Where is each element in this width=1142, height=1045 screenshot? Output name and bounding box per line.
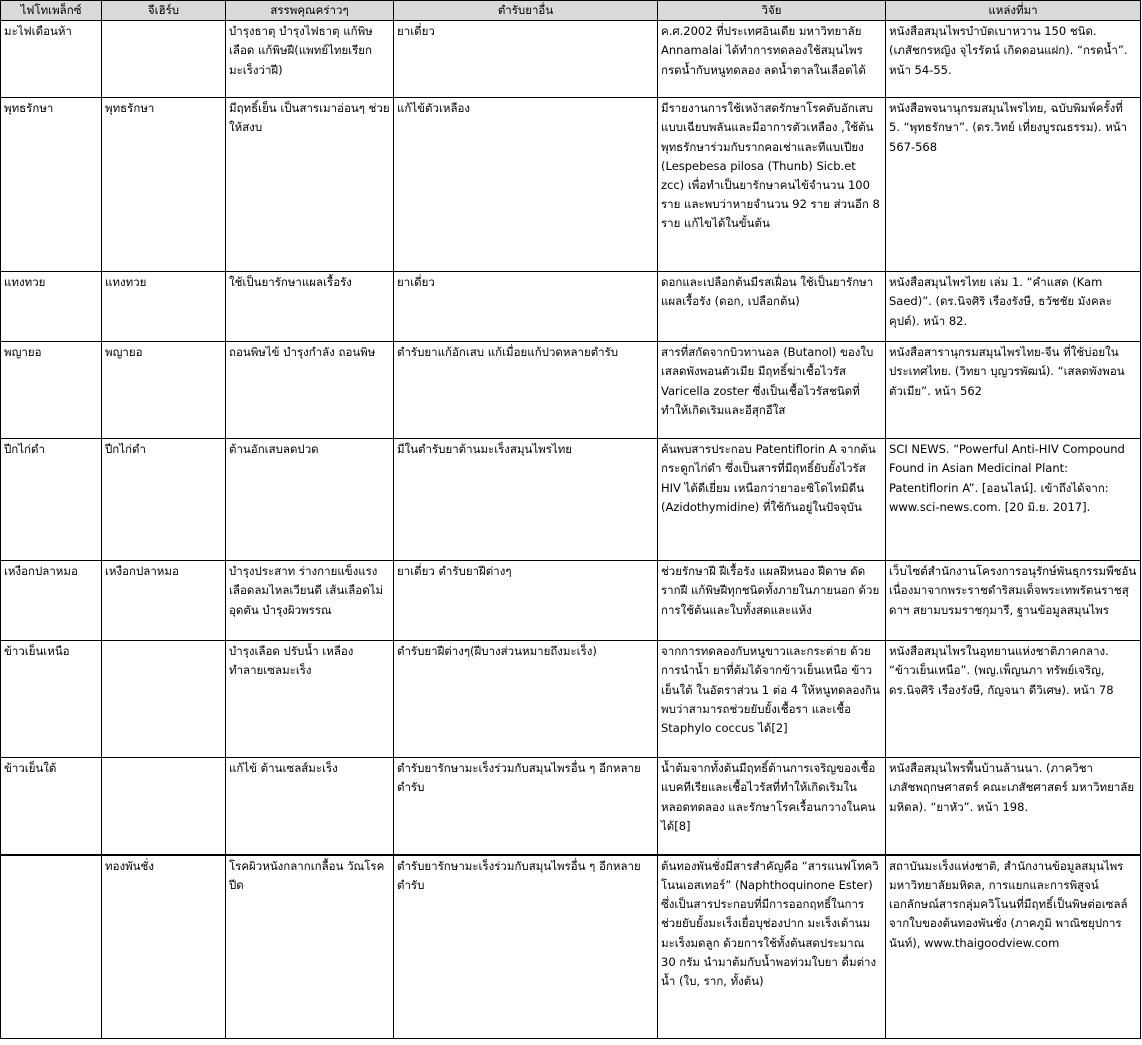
cell-research: สารที่สกัดจากบิวทานอล (Butanol) ของใบเสลดพังพอนตัวเมีย มีฤทธิ์ฆ่าเชื้อไวรัส Varicella zoster ซึ่งเป็นเชื้อไวรัสชนิดที่ทำให้เกิดเริมและอีสุกอีใส [658,342,886,439]
header-phytoplex: ไฟโทเพล็กซ์ [1,1,102,21]
cell-phytoplex: เหงือกปลาหมอ [1,561,102,641]
cell-gherb: ปีกไก่ดำ [102,439,226,561]
header-research: วิจัย [658,1,886,21]
cell-source: หนังสือสมุนไพรพื้นบ้านล้านนา. (ภาควิชาเภสัชพฤกษศาสตร์ คณะเภสัชศาสตร์ มหาวิทยาลัยมหิดล). “ยาหัว”. หน้า 198. [886,758,1141,855]
cell-gherb: ทองพันชั่ง [102,855,226,1039]
cell-source: หนังสือพจนานุกรมสมุนไพรไทย, ฉบับพิมพ์ครั้งที่ 5. “พุทธรักษา”. (ดร.วิทย์ เที่ยงบูรณธรรม). หน้า 567-568 [886,98,1141,272]
cell-other-recipes: ตำรับยารักษามะเร็งร่วมกับสมุนไพรอื่น ๆ อีกหลายตำรับ [394,855,658,1039]
cell-other-recipes: ตำรับยาแก้อักเสบ แก้เมื่อยแก้ปวดหลายตำรับ [394,342,658,439]
cell-other-recipes: แก้ไข้ตัวเหลือง [394,98,658,272]
cell-properties: โรคผิวหนังกลากเกลื้อน วัณโรคปีด [226,855,394,1039]
cell-research: น้ำต้มจากทั้งต้นมีฤทธิ์ต้านการเจริญของเชื้อแบคทีเรียและเชื้อไวรัสที่ทำให้เกิดเริมในหลอดทดลอง และรักษาโรคเรื้อนกวางในคนได้[8] [658,758,886,855]
cell-gherb: แทงทวย [102,272,226,342]
cell-phytoplex: พุทธรักษา [1,98,102,272]
cell-phytoplex: ปีกไก่ดำ [1,439,102,561]
table-row [1,758,1141,855]
table-row [1,21,1141,98]
header-gherb: จีเฮิร์บ [102,1,226,21]
cell-properties: ถอนพิษไข้ บำรุงกำลัง ถอนพิษ [226,342,394,439]
table-row [1,342,1141,439]
cell-research: ค.ศ.2002 ที่ประเทศอินเดีย มหาวิทยาลัย Annamalai ได้ทำการทดลองใช้สมุนไพรกรดน้ำกับหนูทดลอง ลดน้ำตาลในเลือดได้ [658,21,886,98]
cell-other-recipes: ยาเดี่ยว [394,272,658,342]
cell-phytoplex: แทงทวย [1,272,102,342]
cell-phytoplex [1,855,102,1039]
cell-research: จากการทดลองกับหนูขาวและกระต่าย ด้วยการนำน้ำ ยาที่ต้มได้จากข้าวเย็นเหนือ ข้าวเย็นใต้ ในอัตราส่วน 1 ต่อ 4 ให้หนูทดลองกินพบว่าสามารถช่วยยับยั้งเชื้อรา และเชื้อ Staphylo coccus ได้[2] [658,641,886,758]
cell-properties: บำรุงประสาท ร่างกายแข็งแรง เลือดลมไหลเวียนดี เส้นเลือดไม่อุดตัน บำรุงผิวพรรณ [226,561,394,641]
table-row [1,439,1141,561]
cell-properties: แก้ไข้ ต้านเซลส์มะเร็ง [226,758,394,855]
cell-research: มีรายงานการใช้เหง้าสดรักษาโรคตับอักเสบแบบเฉียบพลันและมีอาการตัวเหลือง ,ใช้ต้นพุทธรักษาร่วมกับรากคอเช่าและทีแบเปียง (Lespebesa pilosa (Thunb) Sicb.et zcc) เพื่อทำเป็นยารักษาคนไข้จำนวน 100 ราย และพบว่าหายจำนวน 92 ราย ส่วนอีก 8 ราย แก้ไขได้ในขั้นต้น [658,98,886,272]
cell-properties: ต้านอักเสบลดปวด [226,439,394,561]
table-row [1,641,1141,758]
cell-research: ช่วยรักษาฝี ฝีเรื้อรัง แผลฝีหนอง ฝีดาษ ดัดรากฝี แก้พิษฝีทุกชนิดทั้งภายในภายนอก ด้วยการใช้ต้นและใบทั้งสดและแห้ง [658,561,886,641]
cell-source: หนังสือสมุนไพรบำบัดเบาหวาน 150 ชนิด. (เภสัชกรหญิง จุไรรัตน์ เกิดดอนแฝก). “กรดน้ำ”. หน้า 54-55. [886,21,1141,98]
table-row [1,272,1141,342]
table-row [1,561,1141,641]
cell-other-recipes: ตำรับยาฝีต่างๆ(ฝีบางส่วนหมายถึงมะเร็ง) [394,641,658,758]
cell-other-recipes: ตำรับยารักษามะเร็งร่วมกับสมุนไพรอื่น ๆ อีกหลายตำรับ [394,758,658,855]
cell-research: ต้นทองพันชั่งมีสารสำคัญคือ “สารแนฟโทควิโนนเอสเทอร์” (Naphthoquinone Ester) ซึ่งเป็นสารประกอบที่มีการออกฤทธิ์ในการช่วยยับยั้งมะเร็งเยื่อบุช่องปาก มะเร็งเต้านม มะเร็งมดลูก ด้วยการใช้ทั้งต้นสดประมาณ 30 กรัม นำมาต้มกับน้ำพอท่วมใบยา ดื่มต่างน้ำ (ใบ, ราก, ทั้งต้น) [658,855,886,1039]
header-row [1,1,1141,21]
cell-properties: มีฤทธิ์เย็น เป็นสารเมาอ่อนๆ ช่วยให้สงบ [226,98,394,272]
cell-source: หนังสือสมุนไพรไทย เล่ม 1. “คำแสด (Kam Saed)”. (ดร.นิจศิริ เรืองรังษี, ธวัชชัย มังคละคุปต์). หน้า 82. [886,272,1141,342]
cell-gherb: เหงือกปลาหมอ [102,561,226,641]
cell-source: สถาบันมะเร็งแห่งชาติ, สำนักงานข้อมูลสมุนไพร มหาวิทยาลัยมหิดล, การแยกและการพิสูจน์เอกลักษณ์สารกลุ่มควิโนนที่มีฤทธิ์เป็นพิษต่อเซลล์ จากใบของต้นทองพันชั่ง (ภาคภูมิ พาณิชยุปการนันท์), www.thaigoodview.com [886,855,1141,1039]
cell-other-recipes: ยาเดี่ยว [394,21,658,98]
cell-gherb [102,641,226,758]
cell-other-recipes: มีในตำรับยาต้านมะเร็งสมุนไพรไทย [394,439,658,561]
table-row [1,855,1141,1039]
cell-phytoplex: พญายอ [1,342,102,439]
cell-other-recipes: ยาเดี่ยว ตำรับยาฝีต่างๆ [394,561,658,641]
cell-gherb: พุทธรักษา [102,98,226,272]
cell-gherb: พญายอ [102,342,226,439]
cell-properties: บำรุงเลือด ปรับน้ำ เหลือง ทำลายเซลมะเร็ง [226,641,394,758]
header-properties: สรรพคุณคร่าวๆ [226,1,394,21]
cell-gherb [102,21,226,98]
cell-properties: ใช้เป็นยารักษาแผลเรื้อรัง [226,272,394,342]
cell-gherb [102,758,226,855]
cell-source: หนังสือสารานุกรมสมุนไพรไทย-จีน ที่ใช้บ่อยในประเทศไทย. (วิทยา บุญวรพัฒน์). “เสลดพังพอนตัวเมีย”. หน้า 562 [886,342,1141,439]
cell-source: SCI NEWS. “Powerful Anti-HIV Compound Found in Asian Medicinal Plant: Patentiflorin A”. [ออนไลน์]. เข้าถึงได้จาก: www.sci-news.com. [20 มิ.ย. 2017]. [886,439,1141,561]
cell-research: ค้นพบสารประกอบ Patentiflorin A จากต้นกระดูกไก่ดำ ซึ่งเป็นสารที่มีฤทธิ์ยับยั้งไวรัส HIV ได้ดีเยี่ยม เหนือกว่ายาอะซิโดไทมิดีน (Azidothymidine) ที่ใช้กันอยู่ในปัจจุบัน [658,439,886,561]
cell-phytoplex: มะไฟเดือนห้า [1,21,102,98]
cell-phytoplex: ข้าวเย็นใต้ [1,758,102,855]
header-other-recipes: ตำรับยาอื่น [394,1,658,21]
cell-phytoplex: ข้าวเย็นเหนือ [1,641,102,758]
cell-source: เว็บไซต์สำนักงานโครงการอนุรักษ์พันธุกรรมพืชอันเนื่องมาจากพระราชดำริสมเด็จพระเทพรัตนราชสุดาฯ สยามบรมราชกุมารี, ฐานข้อมูลสมุนไพร [886,561,1141,641]
table-row [1,98,1141,272]
header-source: แหล่งที่มา [886,1,1141,21]
cell-source: หนังสือสมุนไพรในอุทยานแห่งชาติภาคกลาง. “ข้าวเย็นเหนือ”. (พญ.เพ็ญนภา ทรัพย์เจริญ, ดร.นิจศิริ เรืองรังษี, กัญจนา ดีวิเศษ). หน้า 78 [886,641,1141,758]
cell-research: ดอกและเปลือกต้นมีรสเฝื่อน ใช้เป็นยารักษาแผลเรื้อรัง (ดอก, เปลือกต้น) [658,272,886,342]
cell-properties: บำรุงธาตุ บำรุงไฟธาตุ แก้พิษเลือด แก้พิษฝี(แพทย์ไทยเรียกมะเร็งว่าฝี) [226,21,394,98]
